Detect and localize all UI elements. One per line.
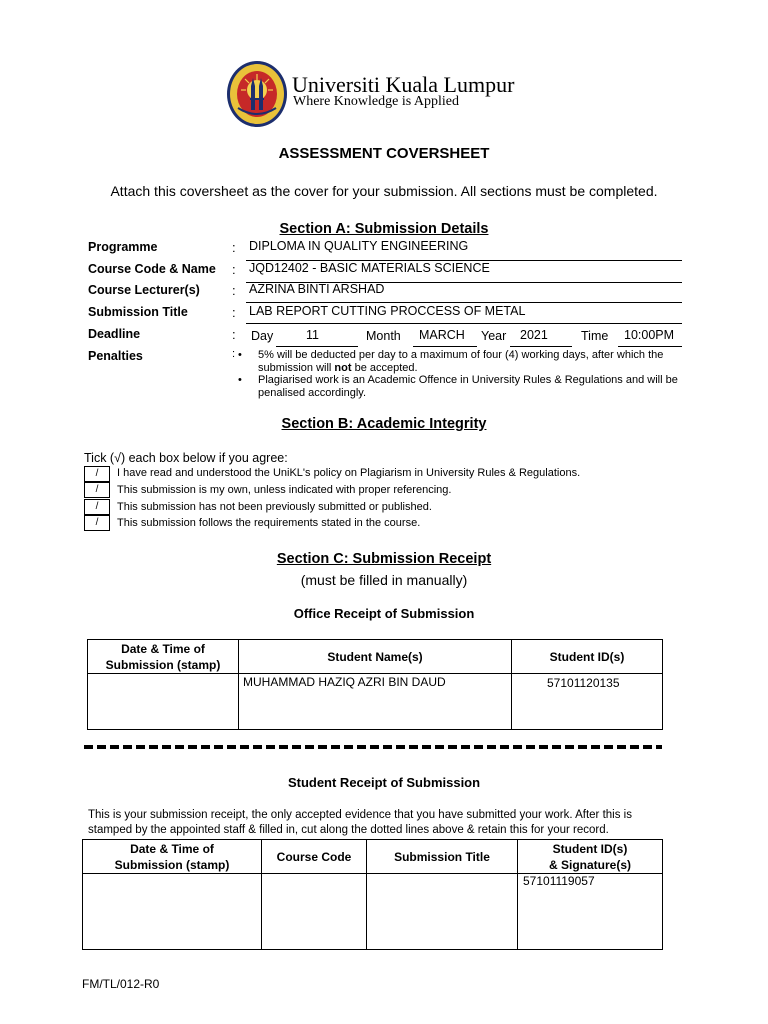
cut-line bbox=[84, 745, 662, 749]
deadline-time-label: Time bbox=[581, 329, 609, 343]
agreement-text: This submission follows the requirements stated in the course. bbox=[117, 517, 421, 529]
document-title: ASSESSMENT COVERSHEET bbox=[278, 145, 490, 162]
agreement-checkbox[interactable]: / bbox=[84, 515, 110, 531]
university-tagline: Where Knowledge is Applied bbox=[293, 94, 460, 109]
field-underline bbox=[246, 302, 682, 303]
col-date-time: Date & Time of Submission (stamp) bbox=[88, 640, 239, 674]
section-c-heading: Section C: Submission Receipt bbox=[276, 551, 492, 567]
agreement-checkbox[interactable]: / bbox=[84, 499, 110, 515]
colon: : bbox=[232, 262, 236, 277]
student-name-cell[interactable]: MUHAMMAD HAZIQ AZRI BIN DAUD bbox=[239, 674, 512, 730]
student-id-cell[interactable]: 57101119057 bbox=[518, 874, 663, 950]
penalty-item: • 5% will be deducted per day to a maximum of four (4) working days, after which the submission will not be accepted. bbox=[238, 349, 664, 374]
deadline-year-label: Year bbox=[481, 329, 507, 343]
colon: : bbox=[232, 240, 236, 255]
student-receipt-table bbox=[82, 839, 663, 950]
programme-label: Programme bbox=[88, 240, 158, 254]
colon: : bbox=[232, 348, 236, 360]
submission-title-label: Submission Title bbox=[88, 305, 188, 319]
office-receipt-table bbox=[87, 639, 663, 730]
receipt-note: This is your submission receipt, the only accepted evidence that you have submitted your work. After this is stamped by the appointed staff & filled in, cut along the dotted lines above & retain this for your record. bbox=[88, 809, 632, 836]
deadline-label: Deadline bbox=[88, 327, 141, 341]
deadline-day-label: Day bbox=[251, 329, 274, 343]
lecturer-value: AZRINA BINTI ARSHAD bbox=[249, 282, 385, 296]
deadline-month-value: MARCH bbox=[419, 328, 465, 342]
penalty-item: • Plagiarised work is an Academic Offence in University Rules & Regulations and will be penalised accordingly. bbox=[238, 374, 678, 399]
course-code-label: Course Code & Name bbox=[88, 262, 216, 276]
student-id-cell[interactable]: 57101120135 bbox=[512, 674, 663, 730]
lecturer-label: Course Lecturer(s) bbox=[88, 283, 200, 297]
penalties-label: Penalties bbox=[88, 349, 143, 363]
submission-title-cell[interactable] bbox=[367, 874, 518, 950]
tick-instruction: Tick (√) each box below if you agree: bbox=[84, 451, 288, 465]
colon: : bbox=[232, 283, 236, 298]
field-underline bbox=[276, 346, 358, 347]
table-row bbox=[83, 874, 663, 950]
agreement-checkbox[interactable]: / bbox=[84, 466, 110, 482]
col-student-ids: Student ID(s) bbox=[512, 640, 663, 674]
section-a-heading: Section A: Submission Details bbox=[279, 221, 489, 237]
colon: : bbox=[232, 305, 236, 320]
form-code: FM/TL/012-R0 bbox=[82, 977, 160, 991]
student-receipt-heading: Student Receipt of Submission bbox=[287, 775, 481, 790]
deadline-time-value: 10:00PM bbox=[624, 328, 675, 342]
penalties-list bbox=[238, 349, 678, 399]
agreement-text: This submission is my own, unless indicated with proper referencing. bbox=[117, 484, 452, 496]
field-underline bbox=[510, 346, 572, 347]
date-cell[interactable] bbox=[88, 674, 239, 730]
programme-value: DIPLOMA IN QUALITY ENGINEERING bbox=[249, 239, 469, 253]
section-c-subheading: (must be filled in manually) bbox=[300, 572, 468, 588]
col-submission-title: Submission Title bbox=[367, 840, 518, 874]
date-cell[interactable] bbox=[83, 874, 262, 950]
course-code-value: JQD12402 - BASIC MATERIALS SCIENCE bbox=[249, 261, 490, 275]
agreement-checkbox[interactable]: / bbox=[84, 482, 110, 498]
course-code-cell[interactable] bbox=[262, 874, 367, 950]
field-underline bbox=[413, 346, 477, 347]
deadline-month-label: Month bbox=[366, 329, 401, 343]
col-student-id-signature: Student ID(s) & Signature(s) bbox=[518, 840, 663, 874]
col-student-names: Student Name(s) bbox=[239, 640, 512, 674]
col-course-code: Course Code bbox=[262, 840, 367, 874]
deadline-day-value: 11 bbox=[306, 328, 319, 342]
university-seal-icon bbox=[226, 60, 288, 128]
field-underline bbox=[246, 323, 682, 324]
section-b-heading: Section B: Academic Integrity bbox=[281, 416, 487, 432]
agreement-text: I have read and understood the UniKL's policy on Plagiarism in University Rules & Regulations. bbox=[117, 467, 581, 479]
deadline-year-value: 2021 bbox=[520, 328, 548, 342]
table-row bbox=[88, 674, 663, 730]
university-name: Universiti Kuala Lumpur bbox=[292, 72, 515, 97]
agreement-text: This submission has not been previously submitted or published. bbox=[117, 501, 432, 513]
col-date-time: Date & Time of Submission (stamp) bbox=[83, 840, 262, 874]
colon: : bbox=[232, 327, 236, 342]
office-receipt-heading: Office Receipt of Submission bbox=[293, 606, 475, 621]
submission-title-value: LAB REPORT CUTTING PROCCESS OF METAL bbox=[249, 304, 526, 318]
instruction-text: Attach this coversheet as the cover for your submission. All sections must be completed. bbox=[110, 183, 658, 199]
field-underline bbox=[618, 346, 682, 347]
